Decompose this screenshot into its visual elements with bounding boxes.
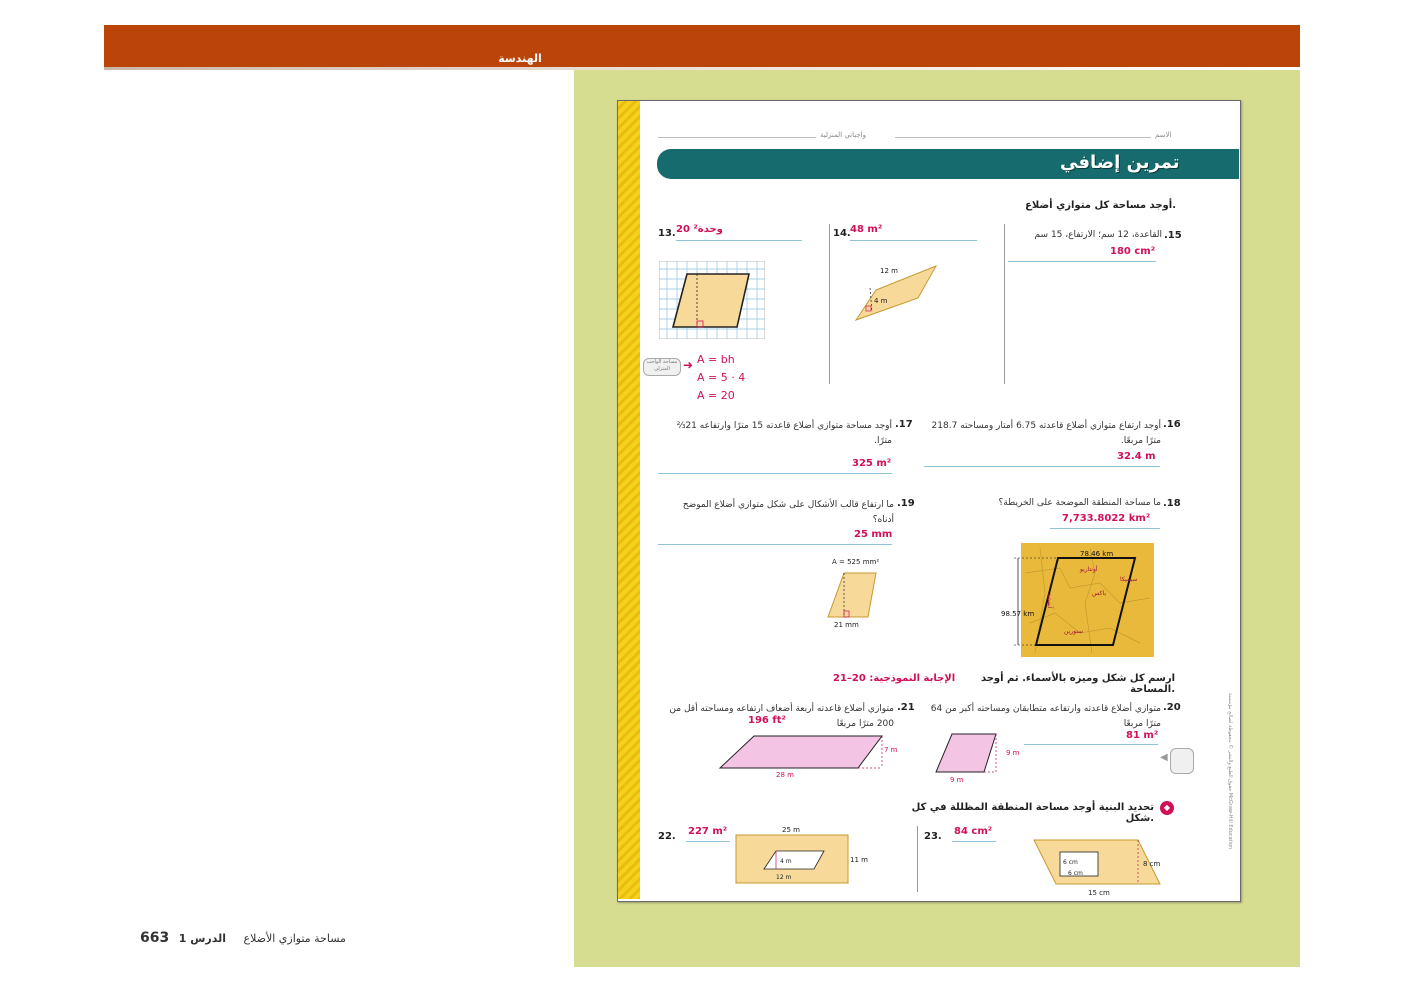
p13-homework-tag: مساحة الواجب المنزلي (643, 358, 681, 376)
divider-1 (829, 224, 830, 384)
p19-parallelogram-figure (818, 553, 888, 633)
p17-text: أوجد مساحة متوازي أضلاع قاعدته 15 مترًا وارتفاعه 21⅔ مترًا. (676, 421, 892, 446)
banner-title: تمرين إضافي (1060, 152, 1180, 173)
p22-answer-line (686, 841, 730, 842)
instruction-2: ارسم كل شكل وميزه بالأسماء. ثم أوجد المساحة. (980, 673, 1175, 695)
p16-answer: 32.4 m (1117, 451, 1156, 462)
p23-inner-height-label: 6 cm (1063, 859, 1078, 866)
p13-work-1: A = bh (697, 353, 735, 366)
p20-arrow-icon: ◀ (1160, 752, 1168, 763)
p14-parallelogram-figure (850, 262, 945, 324)
p18-map-label-1: أونتاريو (1080, 566, 1098, 573)
p15-number: .15 (1164, 230, 1182, 241)
p20-answer-line (1024, 744, 1158, 745)
p18-map-label-3: باكس (1092, 590, 1107, 597)
p23-bottom-label: 15 cm (1088, 889, 1110, 897)
p23-side-label: 8 cm (1143, 860, 1161, 868)
p15-answer-line (1008, 261, 1156, 262)
p17-answer: 325 m² (852, 458, 892, 469)
p19-number: .19 (897, 498, 915, 509)
worksheet-edge-strip (618, 101, 640, 899)
p15-answer: 180 cm² (1110, 246, 1156, 257)
p15-text: القاعدة، 12 سم؛ الارتفاع، 15 سم (1034, 230, 1162, 240)
p13-work-3: A = 20 (697, 389, 735, 402)
p16-answer-line (924, 466, 1160, 467)
p19-base-label: 21 mm (834, 621, 859, 629)
p18-map-label-4: ستورين (1064, 628, 1084, 635)
p18-side-label: 98.57 km (1001, 610, 1035, 618)
p19-answer-line (658, 544, 892, 545)
name-label: الاسم (1155, 131, 1172, 139)
page-number: 663 (140, 930, 170, 946)
p16-number: .16 (1163, 419, 1181, 430)
p18-answer: 7,733.8022 km² (1062, 513, 1151, 524)
instruction-3: تحديد البنية أوجد مساحة المنطقة المظللة في كل شكل. (911, 802, 1154, 824)
p19-answer: 25 mm (854, 529, 893, 540)
p18-map-label-2: سيميكا (1120, 576, 1138, 583)
p23-inner-base-label: 6 cm (1068, 870, 1083, 877)
p22-shaded-figure (734, 824, 870, 886)
divider-2 (1004, 224, 1005, 384)
sample-answer-label: الإجابة النموذجية: 20–21 (833, 673, 956, 684)
p18-top-label: 78.46 km (1080, 550, 1114, 558)
p14-number: 14. (833, 228, 851, 239)
copyright-wrap (1226, 690, 1234, 880)
p14-base-label: 12 m (880, 267, 898, 275)
p20-base-label: 9 m (950, 776, 964, 784)
copyright-text: حقوق الطبع والنشر © محفوظة لصالح مؤسسة McGraw-Hill Education (1227, 693, 1233, 850)
p23-answer-line (952, 841, 996, 842)
p20-height-label: 9 m (1006, 749, 1020, 757)
p21-number: .21 (897, 702, 915, 713)
p22-number: 22. (658, 831, 676, 842)
p18-text: ما مساحة المنطقة الموضحة على الخريطة؟ (998, 498, 1161, 508)
p23-answer: 84 cm² (954, 826, 993, 837)
p20-number: .20 (1163, 702, 1181, 713)
p13-grid-figure (659, 261, 765, 339)
p22-inner-height-label: 4 m (780, 858, 792, 865)
p23-number: 23. (924, 831, 942, 842)
section-title: الهندسة (498, 52, 542, 65)
p20-homework-tag (1170, 748, 1194, 774)
p16-text: أوجد ارتفاع متوازي أضلاع قاعدته 6.75 أمتار ومساحته 218.7 مترًا مربعًا. (931, 421, 1161, 446)
p22-side-label: 11 m (850, 856, 868, 864)
name-line (895, 137, 1151, 138)
top-header-bar (104, 25, 1300, 67)
p21-base-label: 28 m (776, 771, 794, 779)
p13-answer: 20 وحدة² (676, 224, 723, 235)
p18-number: .18 (1163, 498, 1181, 509)
p21-height-label: 7 m (884, 746, 898, 754)
p19-area-label: A = 525 mm² (832, 558, 880, 566)
p22-top-label: 25 m (782, 826, 800, 834)
p21-text: متوازي أضلاع قاعدته أربعة أضعاف ارتفاعه ومساحته أقل من 200 مترًا مربعًا (669, 704, 894, 729)
p17-number: .17 (895, 419, 913, 430)
homework-line (658, 137, 816, 138)
lesson-label: الدرس 1 (178, 932, 226, 945)
p17-answer-line (658, 473, 892, 474)
p13-number: 13. (658, 228, 676, 239)
p14-answer: 48 m² (850, 224, 883, 235)
page-footer (140, 930, 346, 946)
p21-parallelogram-figure (718, 730, 908, 782)
p18-map-figure (1000, 543, 1154, 657)
p20-text: متوازي أضلاع قاعدته وارتفاعه متطابقان ومساحته أكبر من 64 مترًا مربعًا (930, 704, 1161, 729)
p14-height-label: 4 m (874, 297, 888, 305)
structure-icon: ◆ (1160, 801, 1174, 815)
p18-map-label-5: آبستيد (1046, 593, 1053, 609)
p20-parallelogram-figure (934, 730, 1024, 784)
p13-arrow-icon: ➜ (683, 358, 694, 372)
p21-answer: 196 ft² (748, 715, 786, 726)
p19-text: ما ارتفاع قالب الأشكال على شكل متوازي أضلاع الموضح أدناه؟ (682, 500, 894, 525)
divider-3 (917, 826, 918, 892)
p18-answer-line (1050, 528, 1160, 529)
p20-answer: 81 m² (1126, 730, 1159, 741)
p23-shaded-figure (1030, 838, 1170, 900)
p13-answer-line (676, 240, 802, 241)
p22-inner-base-label: 12 m (776, 874, 792, 881)
homework-label: واجباتي المنزلية (820, 131, 867, 139)
lesson-title: مساحة متوازي الأضلاع (243, 932, 346, 945)
p14-answer-line (850, 240, 977, 241)
instruction-1: أوجد مساحة كل متوازي أضلاع. (1025, 200, 1176, 211)
p22-answer: 227 m² (688, 826, 728, 837)
p13-work-2: A = 5 · 4 (697, 371, 746, 384)
